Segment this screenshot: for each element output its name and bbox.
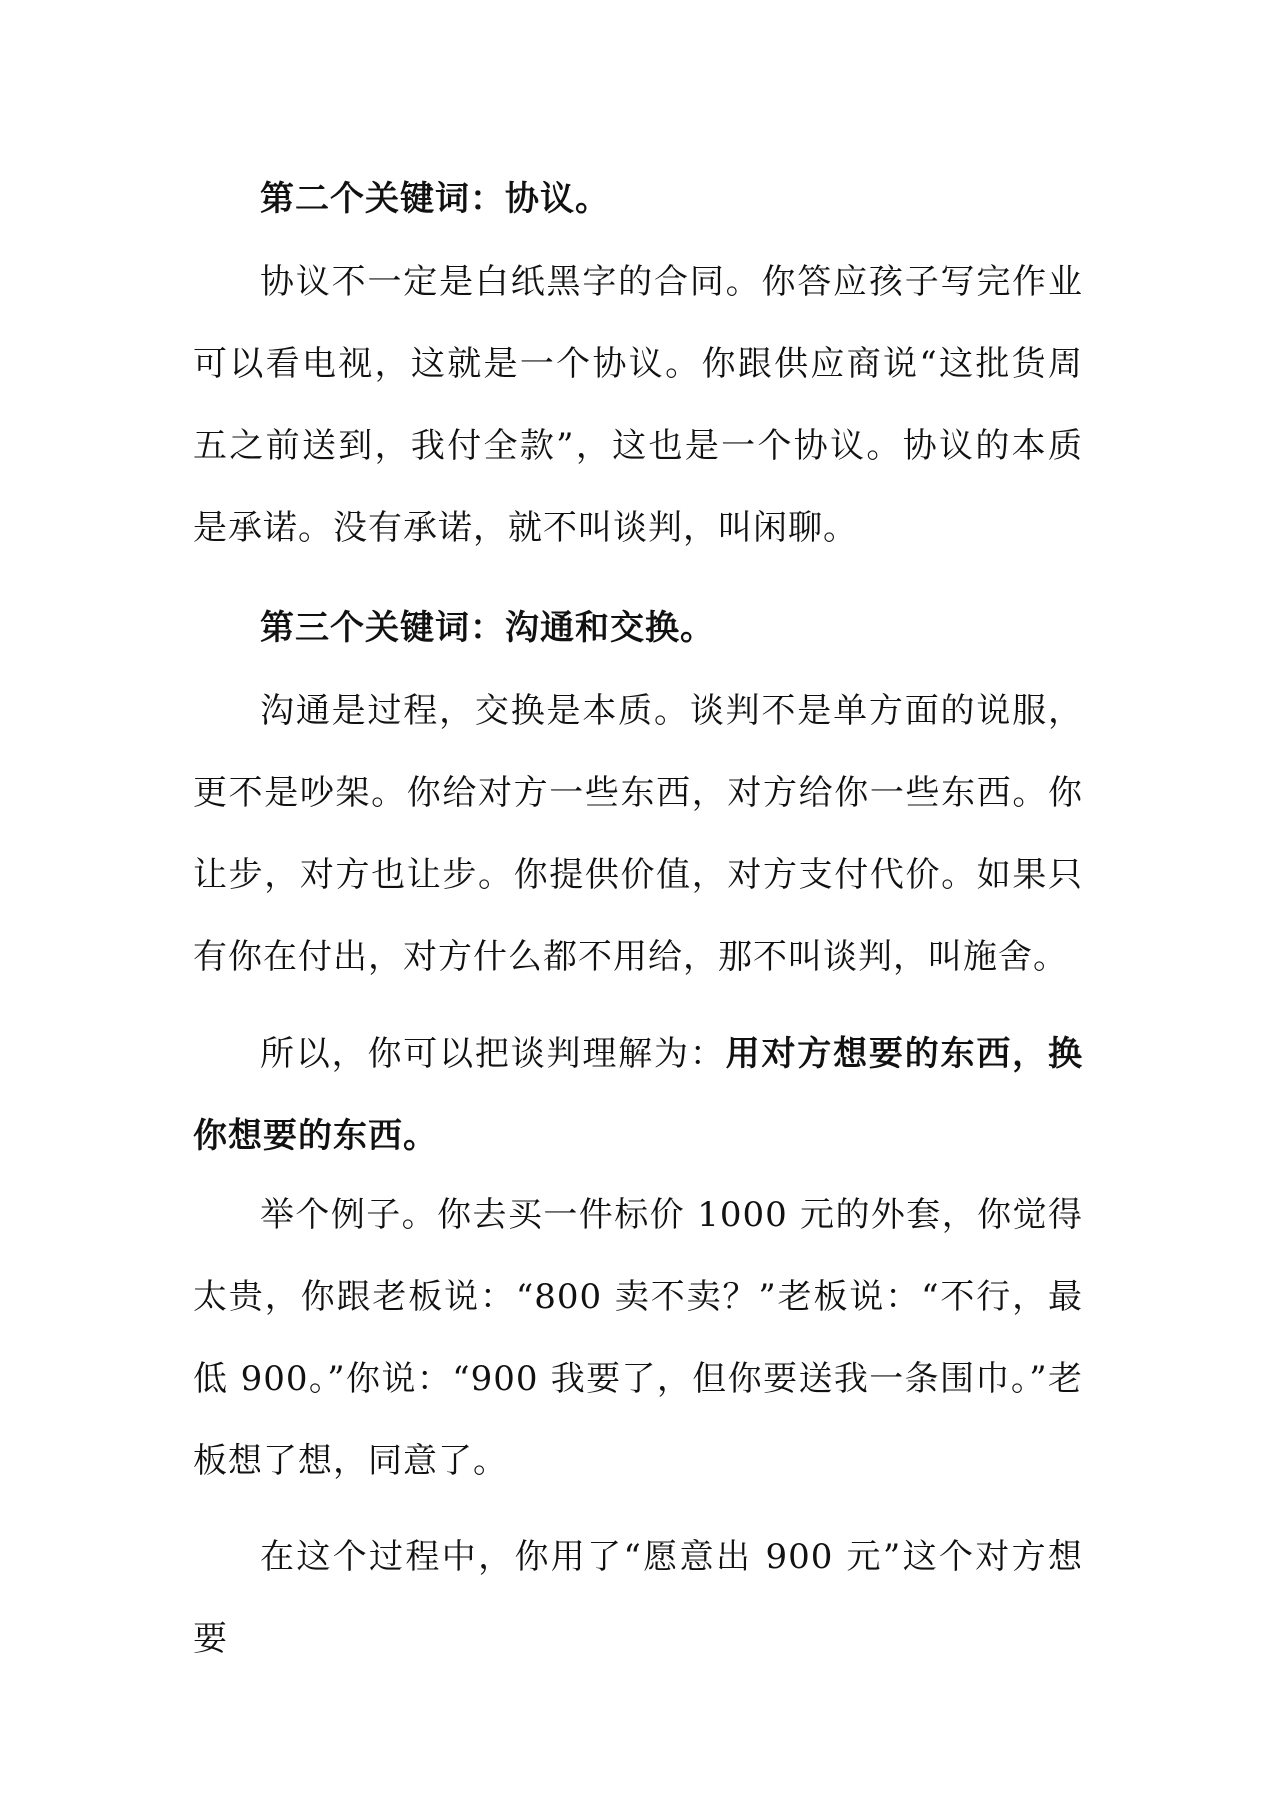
paragraph-exchange: 沟通是过程，交换是本质。谈判不是单方面的说服，更不是吵架。你给对方一些东西，对方给你一些东西。你让步，对方也让步。你提供价值，对方支付代价。如果只有你在付出，对方什么都不用给，那不叫谈判，叫施舍。 [193, 691, 1083, 977]
summary-lead-text: 所以，你可以把谈判理解为： [260, 1034, 726, 1074]
paragraph-process: 在这个过程中，你用了“愿意出 900 元”这个对方想要 [193, 1537, 1083, 1659]
section-heading-agreement: 第二个关键词：协议。 [260, 179, 610, 219]
paragraph-example: 举个例子。你去买一件标价 1000 元的外套，你觉得太贵，你跟老板说：“800 卖不卖？”老板说：“不行，最低 900。”你说：“900 我要了，但你要送我一条围巾。”老板想了想，同意了。 [193, 1195, 1083, 1481]
summary-bold-text: 用对方想要的东西，换你想要的东西。 [193, 1034, 1084, 1156]
section-heading-communication-exchange: 第三个关键词：沟通和交换。 [260, 608, 715, 648]
paragraph-summary [193, 1013, 1083, 1177]
paragraph-agreement: 协议不一定是白纸黑字的合同。你答应孩子写完作业可以看电视，这就是一个协议。你跟供应商说“这批货周五之前送到，我付全款”，这也是一个协议。协议的本质是承诺。没有承诺，就不叫谈判，叫闲聊。 [193, 262, 1083, 548]
